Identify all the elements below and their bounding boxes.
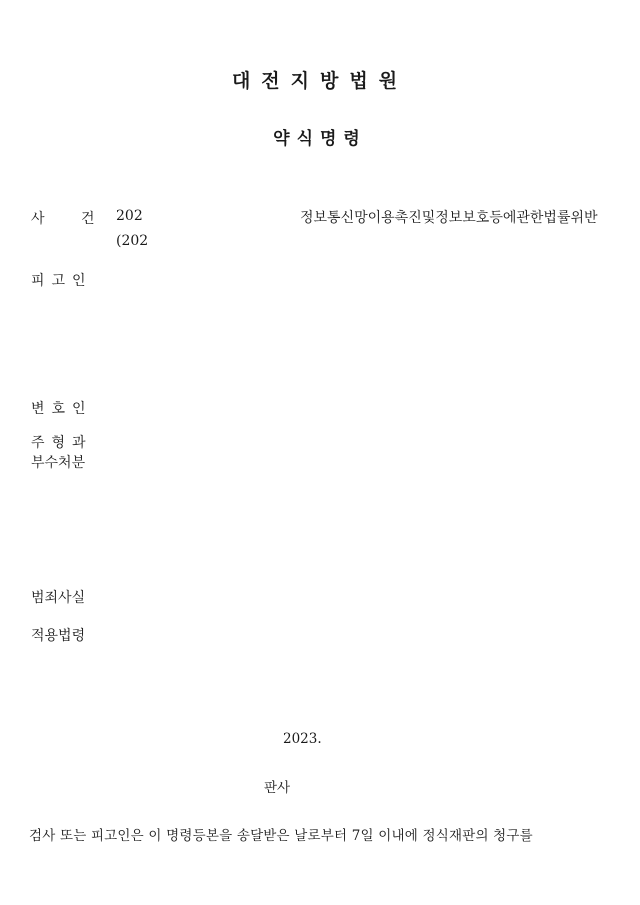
case-label: 사 건 xyxy=(31,211,111,227)
case-number: 202 xyxy=(116,208,143,224)
judge-label: 판사 xyxy=(264,780,291,796)
sentence-label-line1: 주형과 xyxy=(31,435,93,451)
issue-date: 2023. xyxy=(283,731,322,747)
case-name: 정보통신망이용촉진및정보보호등에관한법률위반 xyxy=(300,210,598,226)
case-subnumber: (202 xyxy=(116,233,149,249)
document-title: 약식명령 xyxy=(273,129,367,149)
defendant-label: 피고인 xyxy=(31,273,93,289)
court-name: 대전지방법원 xyxy=(231,70,409,92)
counsel-label: 변호인 xyxy=(31,401,93,417)
appeal-notice: 검사 또는 피고인은 이 명령등본을 송달받은 날로부터 7일 이내에 정식재판의 청구를 xyxy=(29,828,533,844)
facts-label: 범죄사실 xyxy=(31,590,86,606)
law-label: 적용법령 xyxy=(31,628,86,644)
sentence-label-line2: 부수처분 xyxy=(31,455,86,471)
